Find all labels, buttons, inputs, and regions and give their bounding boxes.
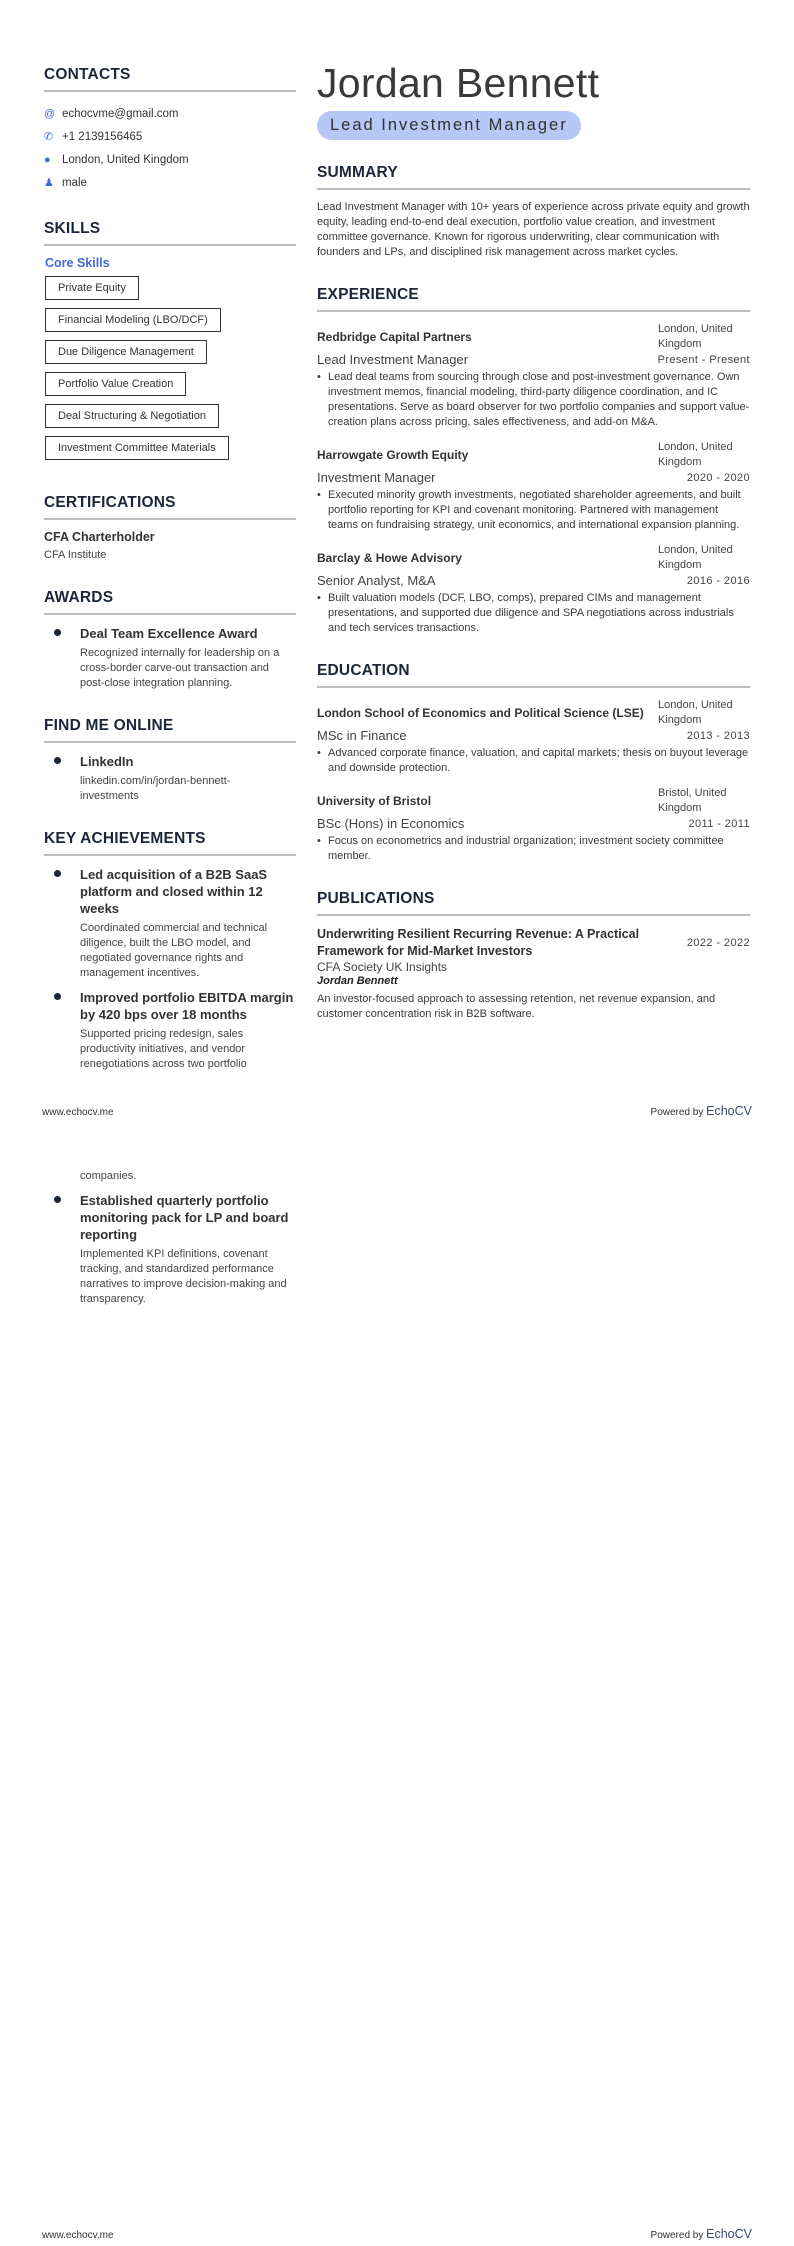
section-heading: FIND ME ONLINE <box>44 717 296 743</box>
skill-tag: Portfolio Value Creation <box>45 372 186 396</box>
experience-section <box>317 286 750 636</box>
job-title-badge: Lead Investment Manager <box>317 111 581 140</box>
bullet-text: • Built valuation models (DCF, LBO, comps), prepared CIMs and management presentations, and supported due diligence and SPA negotiations across industrials and tech services transactions. <box>317 591 750 636</box>
dates: 2020 - 2020 <box>686 471 750 484</box>
contacts-section <box>44 66 296 194</box>
online-section <box>44 717 296 804</box>
bullet-text: • Advanced corporate finance, valuation, and capital markets; thesis on buyout leverage and downside protection. <box>317 746 750 776</box>
bullet-icon <box>54 757 61 764</box>
skill-tag: Deal Structuring & Negotiation <box>45 404 219 428</box>
skill-tag: Private Equity <box>45 276 139 300</box>
award-title: Deal Team Excellence Award <box>80 626 258 641</box>
at-icon: @ <box>44 107 56 120</box>
achievement-description-continued: companies. <box>80 1170 137 1182</box>
phone-icon: ✆ <box>44 131 54 143</box>
skill-tag: Due Diligence Management <box>45 340 207 364</box>
location: Bristol, United Kingdom <box>658 787 727 814</box>
contact-gender <box>44 171 296 194</box>
achievement-item <box>44 866 296 981</box>
section-heading: CERTIFICATIONS <box>44 494 296 520</box>
publication-title: Underwriting Resilient Recurring Revenue: A Practical Framework for Mid-Market Investors <box>317 927 640 958</box>
online-title: LinkedIn <box>80 754 134 769</box>
award-description: Recognized internally for leadership on a cross-border carve-out transaction and post-close integration planning. <box>80 647 280 689</box>
achievement-title: Established quarterly portfolio monitoring pack for LP and board reporting <box>80 1193 289 1242</box>
publication-author: Jordan Bennett <box>317 975 398 987</box>
publications-section <box>317 890 750 1022</box>
role: MSc in Finance <box>317 728 407 743</box>
website-link[interactable]: www.echocv.me <box>42 1107 114 1118</box>
experience-entry <box>317 322 750 430</box>
bullet-icon <box>54 1196 61 1203</box>
publication-dates: 2022 - 2022 <box>686 937 750 949</box>
contact-email <box>44 102 296 125</box>
section-heading: CONTACTS <box>44 66 296 92</box>
awards-section <box>44 589 296 691</box>
brand-link[interactable]: EchoCV <box>706 1104 752 1118</box>
bullet-text: • Lead deal teams from sourcing through close and post-investment governance. Own investment memos, financial modeling, third-party diligence coordination, and IC presentations. Serve as board observer for two portfolio companies and support value-creation plans across pricing, sales effectiveness, and add-on M&A. <box>317 370 750 430</box>
location: London, United Kingdom <box>658 699 733 726</box>
brand-link[interactable]: EchoCV <box>706 2227 752 2241</box>
organization: University of Bristol <box>317 794 432 808</box>
role: Lead Investment Manager <box>317 352 469 367</box>
role: Investment Manager <box>317 470 436 485</box>
location: London, United Kingdom <box>658 323 733 350</box>
section-heading: KEY ACHIEVEMENTS <box>44 830 296 856</box>
page-footer <box>42 2227 752 2241</box>
section-heading: AWARDS <box>44 589 296 615</box>
dates: 2016 - 2016 <box>686 574 750 587</box>
powered-label: Powered by <box>650 2230 704 2241</box>
contact-text: London, United Kingdom <box>62 153 189 166</box>
award-item <box>44 625 296 691</box>
experience-entry <box>317 440 750 533</box>
bullet-icon <box>54 629 61 636</box>
candidate-name: Jordan Bennett <box>317 60 600 106</box>
linkedin-link[interactable]: linkedin.com/in/jordan-bennett-investments <box>80 775 231 802</box>
contact-text: +1 2139156465 <box>62 130 143 143</box>
education-entry <box>317 786 750 864</box>
bullet-text: • Focus on econometrics and industrial organization; investment society committee member. <box>317 834 750 864</box>
section-heading: PUBLICATIONS <box>317 890 750 916</box>
role: BSc (Hons) in Economics <box>317 816 465 831</box>
dates: 2011 - 2011 <box>688 817 750 830</box>
role: Senior Analyst, M&A <box>317 573 436 588</box>
dates: Present - Present <box>657 353 750 366</box>
summary-text: Lead Investment Manager with 10+ years of experience across private equity and growth equity, leading end-to-end deal execution, portfolio value creation, and investment committee governance. Known for rigorous underwriting, clear communication with founders and LPs, and disciplined risk management across market cycles. <box>317 201 750 258</box>
publication-description: An investor-focused approach to assessing retention, net revenue expansion, and customer concentration risk in B2B software. <box>317 993 716 1020</box>
dates: 2013 - 2013 <box>686 729 750 742</box>
organization: Redbridge Capital Partners <box>317 330 472 344</box>
achievement-description: Supported pricing redesign, sales productivity initiatives, and vendor renegotiations across two portfolio <box>80 1028 247 1070</box>
contact-text: echocvme@gmail.com <box>62 107 179 120</box>
skill-tag: Investment Committee Materials <box>45 436 229 460</box>
summary-section <box>317 164 750 260</box>
bullet-icon <box>54 870 61 877</box>
bullet-text: • Executed minority growth investments, negotiated shareholder agreements, and built portfolio reporting for KPI and covenant monitoring. Partnered with management teams on fundraising strategy, unit economics, and international expansion planning. <box>317 488 750 533</box>
achievements-section <box>44 830 296 1072</box>
skills-section <box>44 220 296 468</box>
location: London, United Kingdom <box>658 544 733 571</box>
organization: Barclay & Howe Advisory <box>317 551 462 565</box>
achievement-item <box>44 989 296 1072</box>
left-column <box>44 66 296 1098</box>
section-heading: SKILLS <box>44 220 296 246</box>
achievement-description: Coordinated commercial and technical diligence, built the LBO model, and negotiated governance rights and management incentives. <box>80 922 268 979</box>
right-column <box>317 60 750 1048</box>
cert-issuer: CFA Institute <box>44 549 107 561</box>
experience-entry <box>317 543 750 636</box>
online-item <box>44 753 296 804</box>
person-icon: ♟ <box>44 177 54 189</box>
achievement-title: Improved portfolio EBITDA margin by 420 bps over 18 months <box>80 990 294 1022</box>
bullet-icon <box>54 993 61 1000</box>
skill-group-title: Core Skills <box>45 256 110 270</box>
contact-location <box>44 148 296 171</box>
achievement-item <box>44 1192 296 1307</box>
section-heading: EDUCATION <box>317 662 750 688</box>
publication-publisher: CFA Society UK Insights <box>317 960 448 974</box>
contact-phone <box>44 125 296 148</box>
achievement-title: Led acquisition of a B2B SaaS platform and closed within 12 weeks <box>80 867 268 916</box>
achievement-description: Implemented KPI definitions, covenant tracking, and standardized performance narratives to improve decision-making and transparency. <box>80 1248 287 1305</box>
section-heading: EXPERIENCE <box>317 286 750 312</box>
location-pin-icon: ● <box>44 153 51 166</box>
left-column-continued <box>44 1169 296 1315</box>
contact-text: male <box>62 176 87 189</box>
education-section <box>317 662 750 864</box>
page-footer <box>42 1104 752 1118</box>
certifications-section <box>44 494 296 563</box>
page-2 <box>0 1123 794 2246</box>
organization: Harrowgate Growth Equity <box>317 448 469 462</box>
section-heading: SUMMARY <box>317 164 750 190</box>
location: London, United Kingdom <box>658 441 733 468</box>
powered-by <box>651 1104 752 1118</box>
powered-label: Powered by <box>650 1107 704 1118</box>
education-entry <box>317 698 750 776</box>
powered-by <box>651 2227 752 2241</box>
cert-name: CFA Charterholder <box>44 530 155 544</box>
website-link[interactable]: www.echocv.me <box>42 2230 114 2241</box>
organization: London School of Economics and Political Science (LSE) <box>317 706 644 720</box>
skill-tag: Financial Modeling (LBO/DCF) <box>45 308 221 332</box>
